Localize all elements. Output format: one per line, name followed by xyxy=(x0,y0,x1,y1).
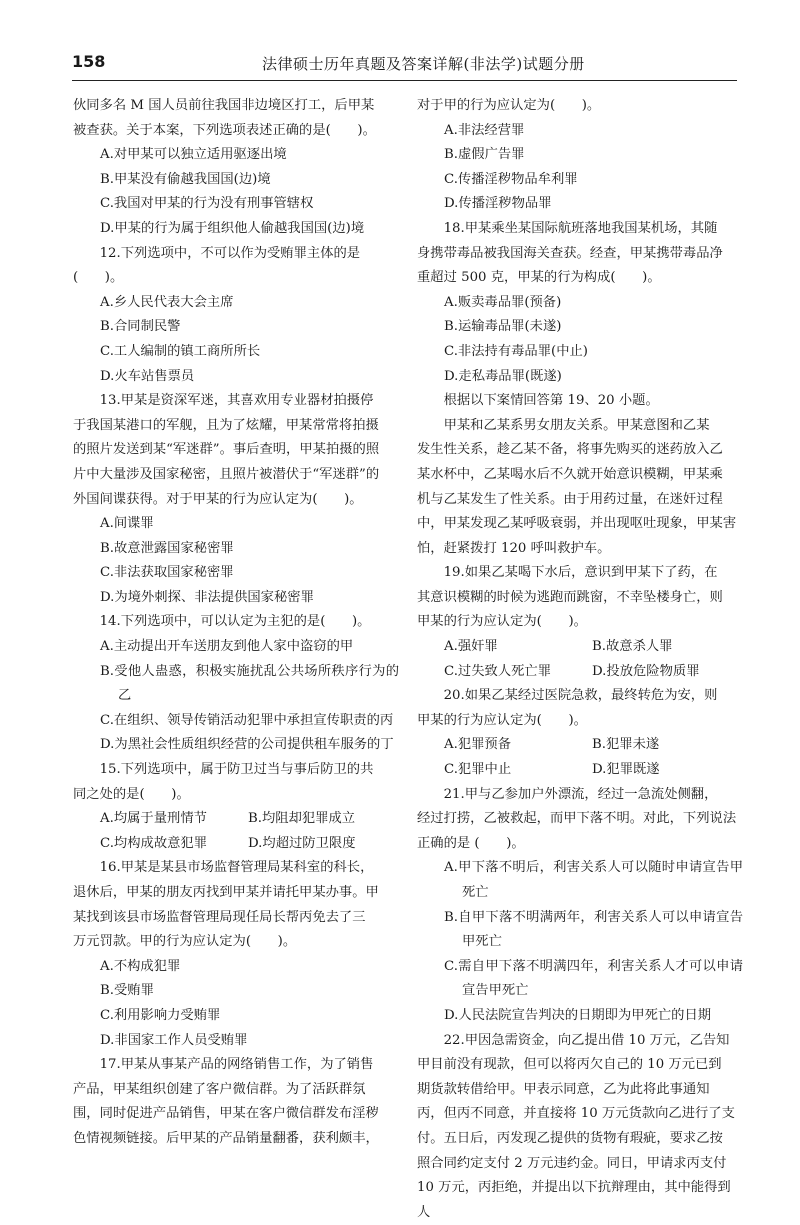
question-22: 22.甲因急需资金，向乙提出借 10 万元，乙告知 xyxy=(443,1032,730,1048)
question-20: 20.如果乙某经过医院急救，最终转危为安，则 xyxy=(443,688,718,704)
question-17: 17.甲某从事某产品的网络销售工作，为了销售 xyxy=(99,1057,374,1073)
right-column xyxy=(417,94,743,1225)
text-line: 同之处的是( )。 xyxy=(73,786,190,802)
text-line: 的照片发送到某“军迷群”。事后查明，甲某拍摄的照 xyxy=(73,442,380,458)
option: B.自甲下落不明满两年，利害关系人可以申请宣告甲死亡 xyxy=(444,909,743,950)
question-12: 12.下列选项中，不可以作为受贿罪主体的是 xyxy=(99,245,361,261)
option: C.利用影响力受贿罪 xyxy=(100,1007,221,1023)
option: A.甲下落不明后，利害关系人可以随时申请宣告甲死亡 xyxy=(444,860,743,900)
option: D.为黑社会性质组织经营的公司提供租车服务的丁 xyxy=(100,737,394,753)
text-line: 围，同时促进产品销售，甲某在客户微信群发布淫秽 xyxy=(73,1106,379,1122)
option: B.故意泄露国家秘密罪 xyxy=(100,540,234,556)
text-line: 中，甲某发现乙某呼吸衰弱，并出现呕吐现象，甲某害 xyxy=(417,516,737,532)
question-13: 13.甲某是资深军迷，其喜欢用专业器材拍摄停 xyxy=(99,393,374,409)
option: B.虚假广告罪 xyxy=(444,147,525,163)
text-line: 片中大量涉及国家秘密，且照片被潜伏于“军迷群”的 xyxy=(73,466,380,482)
option: D.人民法院宣告判决的日期即为甲死亡的日期 xyxy=(444,1007,712,1023)
left-column xyxy=(73,94,399,1152)
case-intro: 根据以下案情回答第 19、20 小题。 xyxy=(443,393,659,409)
text-line: 正确的是 ( )。 xyxy=(417,835,525,851)
question-21: 21.甲与乙参加户外漂流，经过一急流处侧翻， xyxy=(443,786,718,802)
text-line: 10 万元，丙拒绝，并提出以下抗辩理由，其中能得到人 xyxy=(417,1180,731,1220)
question-18: 18.甲某乘坐某国际航班落地我国某机场，其随 xyxy=(443,220,718,236)
option: B.甲某没有偷越我国国(边)境 xyxy=(100,171,271,187)
text-line: 发生性关系，趁乙某不备，将事先购买的迷药放入乙 xyxy=(417,442,723,458)
text-line: 甲目前没有现款，但可以将丙欠自己的 10 万元已到 xyxy=(417,1057,722,1073)
option: C.过失致人死亡罪 xyxy=(444,663,552,679)
option: D.为境外刺探、非法提供国家秘密罪 xyxy=(100,589,314,605)
option-row xyxy=(73,807,399,832)
page-number: 158 xyxy=(72,52,106,71)
text-line: 甲某的行为应认定为( )。 xyxy=(417,614,587,630)
text-line: 万元罚款。甲的行为应认定为( )。 xyxy=(73,934,297,950)
option-row xyxy=(417,660,743,685)
option-row xyxy=(73,832,399,857)
option: B.均阻却犯罪成立 xyxy=(248,811,356,827)
option: D.犯罪既遂 xyxy=(592,762,660,778)
option: A.乡人民代表大会主席 xyxy=(100,294,234,310)
option: B.犯罪未遂 xyxy=(592,737,660,753)
question-19: 19.如果乙某喝下水后，意识到甲某下了药，在 xyxy=(443,565,718,581)
text-line: 期货款转借给甲。甲表示同意，乙为此将此事通知 xyxy=(417,1081,710,1097)
option: D.均超过防卫限度 xyxy=(248,835,356,851)
option-row xyxy=(417,758,743,783)
text-line: 某找到该县市场监督管理局现任局长帮丙免去了三 xyxy=(73,909,366,925)
text-line: 被查获。关于本案，下列选项表述正确的是( )。 xyxy=(73,122,376,138)
text-line: 于我国某港口的军舰，且为了炫耀，甲某常常将拍摄 xyxy=(73,417,379,433)
option: A.主动提出开车送朋友到他人家中盗窃的甲 xyxy=(100,639,354,655)
option: A.不构成犯罪 xyxy=(100,958,181,974)
text-line: 退休后，甲某的朋友丙找到甲某并请托甲某办事。甲 xyxy=(73,885,379,900)
question-15: 15.下列选项中，属于防卫过当与事后防卫的共 xyxy=(99,762,374,778)
option: C.工人编制的镇工商所所长 xyxy=(100,343,261,359)
option: C.传播淫秽物品牟利罪 xyxy=(444,171,578,187)
header-rule xyxy=(72,80,737,81)
option: C.犯罪中止 xyxy=(444,762,512,778)
option: C.非法持有毒品罪(中止) xyxy=(444,343,588,359)
text-line: 丙，但丙不同意，并直接将 10 万元货款向乙进行了支 xyxy=(417,1106,735,1122)
text-line: ( )。 xyxy=(73,270,124,286)
text-line: 伙同多名 M 国人员前往我国非边境区打工，后甲某 xyxy=(73,98,375,113)
option: B.故意杀人罪 xyxy=(592,639,673,655)
text-line: 某水杯中，乙某喝水后不久就开始意识模糊，甲某乘 xyxy=(417,466,723,482)
text-line: 色情视频链接。后甲某的产品销量翻番，获利颇丰， xyxy=(73,1130,379,1146)
option: A.贩卖毒品罪(预备) xyxy=(444,294,562,310)
option: A.间谍罪 xyxy=(100,516,154,532)
option: D.投放危险物质罪 xyxy=(592,663,700,679)
text-line: 经过打捞，乙被救起，而甲下落不明。对此，下列说法 xyxy=(417,811,737,827)
option: D.走私毒品罪(既遂) xyxy=(444,368,562,384)
question-16: 16.甲某是某县市场监督管理局某科室的科长， xyxy=(99,860,374,876)
text-line: 重超过 500 克，甲某的行为构成( )。 xyxy=(417,270,661,286)
option: B.受贿罪 xyxy=(100,983,154,999)
text-line: 照合同约定支付 2 万元违约金。同日，甲请求丙支付 xyxy=(417,1155,727,1171)
option: B.运输毒品罪(未遂) xyxy=(444,319,562,335)
option: C.我国对甲某的行为没有刑事管辖权 xyxy=(100,196,314,212)
book-title: 法律硕士历年真题及答案详解(非法学)试题分册 xyxy=(262,55,585,73)
option-row xyxy=(417,635,743,660)
option: D.甲某的行为属于组织他人偷越我国国(边)境 xyxy=(100,220,365,236)
option: D.传播淫秽物品罪 xyxy=(444,196,552,212)
option: A.强奸罪 xyxy=(444,639,498,655)
text-line: 外国间谍获得。对于甲某的行为应认定为( )。 xyxy=(73,491,363,507)
text-line: 机与乙某发生了性关系。由于用药过量，在迷奸过程 xyxy=(417,491,723,507)
option: A.犯罪预备 xyxy=(444,737,512,753)
text-line: 产品，甲某组织创建了客户微信群。为了活跃群氛 xyxy=(73,1081,366,1097)
text-line: 甲某的行为应认定为( )。 xyxy=(417,712,587,728)
option: A.非法经营罪 xyxy=(444,122,525,138)
text-line: 付。五日后，丙发现乙提供的货物有瑕疵，要求乙按 xyxy=(417,1130,723,1146)
page-header xyxy=(72,44,732,84)
option: D.火车站售票员 xyxy=(100,368,195,384)
text-line: 怕，赶紧拨打 120 呼叫救护车。 xyxy=(417,540,611,556)
case-text: 甲某和乙某系男女朋友关系。甲某意图和乙某 xyxy=(443,417,710,433)
option: A.均属于量刑情节 xyxy=(100,811,207,827)
option: B.受他人蛊惑，积极实施扰乱公共场所秩序行为的乙 xyxy=(100,663,399,704)
option: B.合同制民警 xyxy=(100,319,181,335)
option: C.需自甲下落不明满四年，利害关系人才可以申请宣告甲死亡 xyxy=(444,958,743,999)
option: D.非国家工作人员受贿罪 xyxy=(100,1032,248,1048)
option: A.对甲某可以独立适用驱逐出境 xyxy=(100,147,287,163)
option: C.非法获取国家秘密罪 xyxy=(100,565,234,581)
option-row xyxy=(417,733,743,758)
option: C.均构成故意犯罪 xyxy=(100,835,208,851)
text-line: 其意识模糊的时候为逃跑而跳窗，不幸坠楼身亡，则 xyxy=(417,589,723,605)
option: C.在组织、领导传销活动犯罪中承担宣传职责的丙 xyxy=(100,712,394,728)
question-14: 14.下列选项中，可以认定为主犯的是( )。 xyxy=(99,614,371,630)
text-line: 对于甲的行为应认定为( )。 xyxy=(417,98,601,113)
text-line: 身携带毒品被我国海关查获。经查，甲某携带毒品净 xyxy=(417,245,723,261)
